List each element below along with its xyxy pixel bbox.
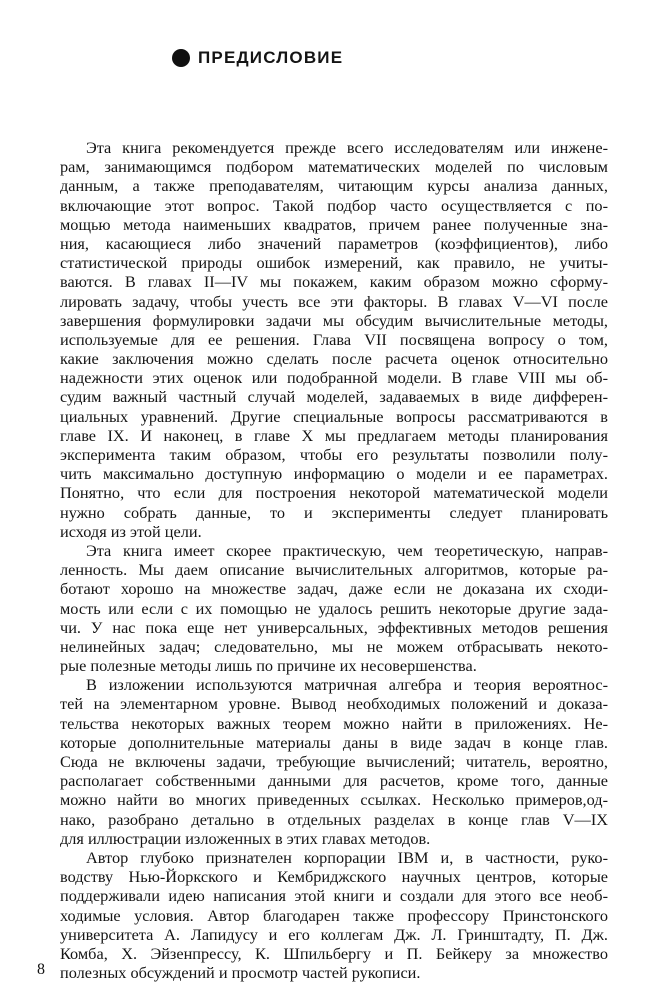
page-number: 8 <box>37 961 45 978</box>
text-line: Понятно, что если для построения некоторой математической модели <box>60 483 608 503</box>
text-line: Сюда не включены задачи, требующие вычислений; читатель, вероятно, <box>60 752 608 771</box>
text-line: ботают хорошо на множестве задач, даже если не доказана их сходи- <box>60 579 608 599</box>
text-line: ленность. Мы даем описание вычислительных алгоритмов, которые ра- <box>60 560 608 580</box>
text-line: тельства некоторых важных теорем можно найти в приложениях. Не- <box>60 713 608 733</box>
text-line: ходимые условия. Автор благодарен также профессору Принстонского <box>60 905 608 925</box>
text-line: статистической природы ошибок измерений, как правило, не учиты- <box>60 253 608 273</box>
text-line: используемые для ее решения. Глава VII посвящена вопросу о том, <box>60 329 608 349</box>
preface-heading <box>172 46 343 70</box>
text-line: главе IX. И наконец, в главе X мы предлагаем методы планирования <box>60 425 608 445</box>
text-line: Автор глубоко признателен корпорации IBM и, в частности, руко- <box>86 847 608 867</box>
text-line: исходя из этой цели. <box>60 521 202 541</box>
text-line: рые полезные методы лишь по причине их несовершенства. <box>60 656 477 676</box>
text-line: какие заключения можно сделать после расчета оценок относительно <box>60 349 608 369</box>
text-line: Эта книга имеет скорее практическую, чем теоретическую, направ- <box>86 540 608 560</box>
black-circle-icon <box>172 49 190 67</box>
text-line: чи. У нас пока еще нет универсальных, эффективных методов решения <box>60 617 608 637</box>
text-line: для иллюстрации изложенных в этих главах методов. <box>60 828 431 848</box>
text-line: ния, касающиеся либо значений параметров (коэффициентов), либо <box>60 233 608 253</box>
text-line: циальных уравнений. Другие специальные вопросы рассматриваются в <box>60 406 608 426</box>
text-line: Эта книга рекомендуется прежде всего исследователям или инжене- <box>86 138 608 157</box>
text-line: надежности этих оценок или подобранной модели. В главе VIII мы об- <box>60 368 608 388</box>
text-line: располагает собственными данными для расчетов, кроме того, данные <box>60 771 608 791</box>
text-line: данным, а также преподавателям, читающим курсы анализа данных, <box>60 176 608 196</box>
text-line: мость или если с их помощью не удалось решить некоторые другие зада- <box>60 598 608 618</box>
text-line: Комба, Х. Эйзенпрессу, К. Шпильбергу и П. Бейкеру за множество <box>60 943 608 963</box>
text-line: тей на элементарном уровне. Вывод необходимых положений и доказа- <box>60 694 608 714</box>
text-line: нелинейных задач; следовательно, мы не можем отбрасывать некото- <box>60 636 608 656</box>
text-line: университета А. Лапидусу и его коллегам Дж. Л. Гринштадту, П. Дж. <box>60 924 608 944</box>
text-line: нужно собрать данные, то и эксперименты следует планировать <box>60 502 608 522</box>
text-line: которые дополнительные материалы даны в виде задач в конце глав. <box>60 732 608 752</box>
text-line: водству Нью-Йоркского и Кембриджского научных центров, которые <box>60 867 608 887</box>
text-line: можно найти во многих приведенных ссылках. Несколько примеров,од- <box>60 790 608 810</box>
text-line: полезных обсуждений и просмотр частей рукописи. <box>60 963 421 983</box>
text-line: лировать задачу, чтобы учесть все эти факторы. В главах V—VI после <box>60 291 608 311</box>
text-line: мощью метода наименьших квадратов, причем ранее полученные зна- <box>60 214 608 234</box>
text-line: включающие этот вопрос. Такой подбор часто осуществляется с по- <box>60 195 608 215</box>
text-line: В изложении используются матричная алгебра и теория вероятнос- <box>86 675 608 695</box>
text-line: нако, разобрано детально в отдельных разделах в конце глав V—IX <box>60 809 608 829</box>
preface-body <box>60 138 608 982</box>
text-line: рам, занимающимся подбором математических моделей по числовым <box>60 157 608 177</box>
text-line: судим важный частный случай моделей, задаваемых в виде дифферен- <box>60 387 608 407</box>
preface-title: ПРЕДИСЛОВИЕ <box>198 48 344 67</box>
text-line: поддерживали идею написания этой книги и создали для этого все необ- <box>60 886 608 906</box>
text-line: ваются. В главах II—IV мы покажем, каким образом можно сформу- <box>60 272 608 292</box>
text-line: завершения формулировки задачи мы обсудим вычислительные методы, <box>60 310 608 330</box>
text-line: эксперимента таким образом, чтобы его результаты позволили полу- <box>60 445 608 464</box>
text-line: чить максимально доступную информацию о модели и ее параметрах. <box>60 464 608 484</box>
